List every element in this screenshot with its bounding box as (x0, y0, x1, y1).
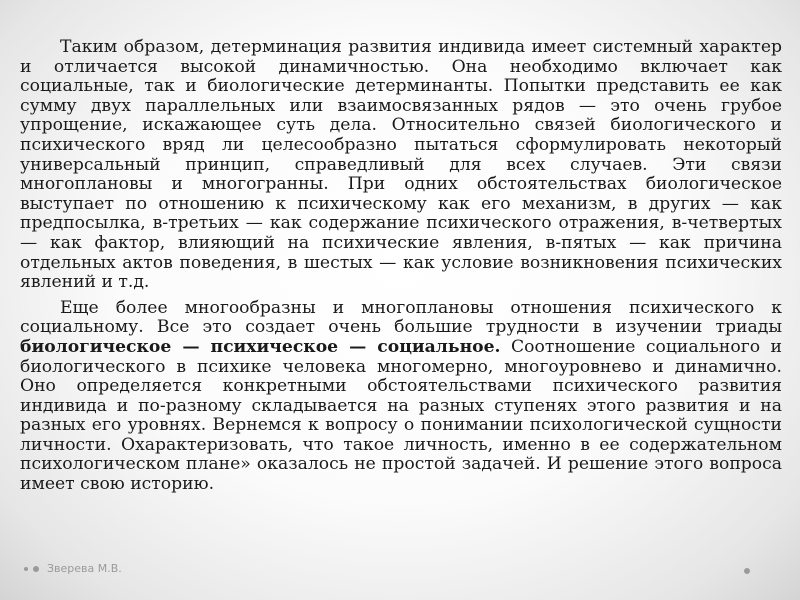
triad-term: биологическое — психическое — социальное. (20, 336, 501, 357)
footer (24, 562, 122, 575)
paragraph-1: Таким образом, детерминация развития индивида имеет системный характер и отличается высокой динамичностью. Она необходимо включает как социальные, так и биологические детерминанты. Попытки представить ее как сумму двух параллельных или взаимосвязанных рядов — это очень грубое упрощение, искажающее суть дела. Относительно связей биологического и психического вряд ли целесообразно пытаться сформулировать некоторый универсальный принцип, справедливый для всех случаев. Эти связи многоплановы и многогранны. При одних обстоятельствах биологическое выступает по отношению к психическому как его механизм, в других — как предпосылка, в-третьих — как содержание психического отражения, в-четвертых — как фактор, влияющий на психические явления, в-пятых — как причина отдельных актов поведения, в шестых — как условие возникновения психических явлений и т.д. (20, 37, 782, 293)
footer-author: Зверева М.В. (47, 562, 122, 575)
dot-icon (33, 566, 39, 572)
paragraph-2 (20, 299, 782, 495)
small-dot-icon (24, 567, 28, 571)
paragraph-2-end: Соотношение социального и биологического в психике человека многомерно, многоуровнево и динамично. Оно определяется конкретными обстоятельствами психического развития индивида и по-разному складывается на разных ступенях этого развития и на разных его уровнях. Вернемся к вопросу о понимании психологической сущности личности. Охарактеризовать, что такое личность, именно в ее содержательном психологическом плане» оказалось не простой задачей. И решение этого вопроса имеет свою историю. (20, 336, 782, 495)
paragraph-2-start: Еще более многообразны и многоплановы отношения психического к социальному. Все это создает очень большие трудности в изучении триады (20, 297, 782, 338)
slide-body (20, 38, 782, 495)
corner-dot-icon (744, 568, 750, 574)
